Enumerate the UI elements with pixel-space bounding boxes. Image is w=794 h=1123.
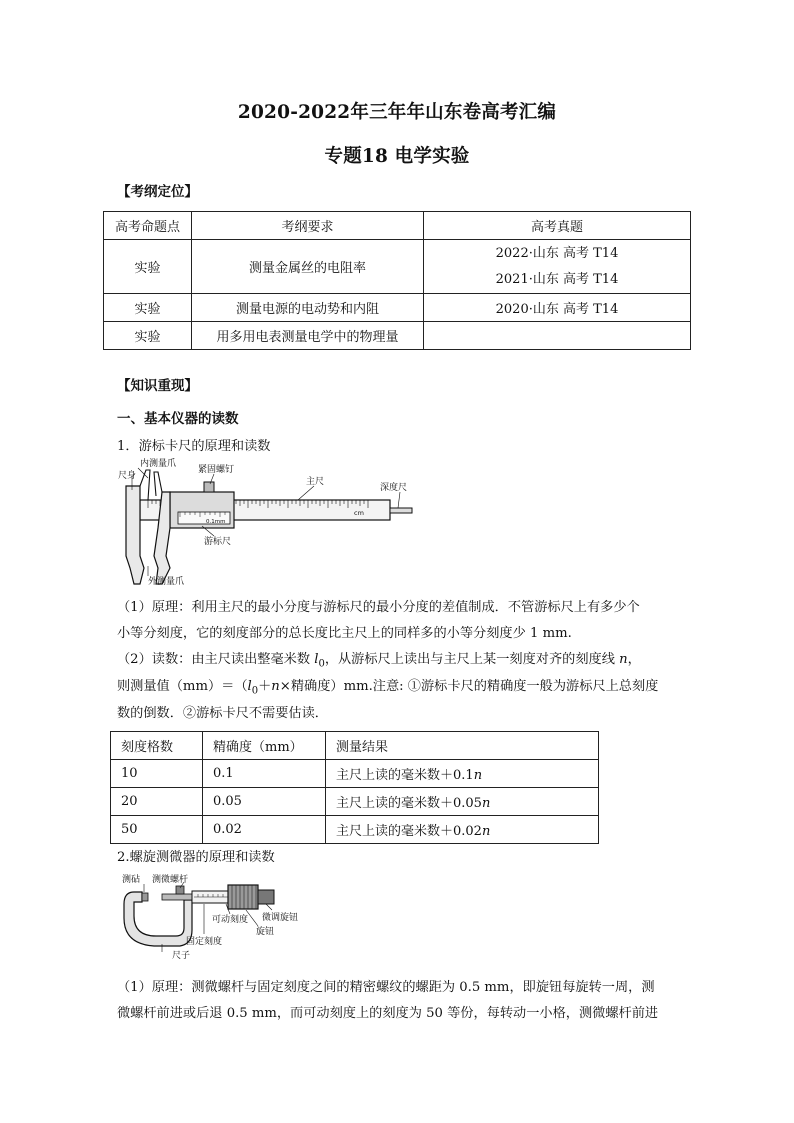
- ratchet: [258, 890, 274, 904]
- graduation-table: [110, 731, 599, 844]
- cell-point: 实验: [104, 294, 192, 322]
- cell-result: [326, 816, 599, 844]
- text-fragment: （2）读数：由主尺读出整毫米数: [117, 652, 315, 667]
- symbol-n: n: [481, 796, 491, 811]
- cell-result: [326, 760, 599, 788]
- frame-label: 尺子: [172, 951, 191, 960]
- cell-count: 20: [111, 788, 203, 816]
- symbol-l: l: [247, 679, 252, 694]
- main-scale-label: 主尺: [306, 477, 325, 487]
- lock-lever: [176, 886, 184, 894]
- caliper-heading: 1．游标卡尺的原理和读数: [117, 439, 271, 454]
- cell-point: 实验: [104, 322, 192, 350]
- outline-table: [103, 211, 691, 350]
- spindle: [162, 894, 192, 900]
- inner-jaw-movable: [154, 472, 162, 496]
- section-basic-instruments: 一、基本仪器的读数: [117, 411, 239, 427]
- screw-label: 紧固螺钉: [198, 465, 235, 475]
- cell-precision: 0.05: [203, 788, 326, 816]
- anvil: [142, 893, 148, 901]
- caliper-principle-line: 小等分刻度，它的刻度部分的总长度比主尺上的同样多的小等分刻度少 1 mm.: [117, 626, 572, 641]
- cell-precision: 0.1: [203, 760, 326, 788]
- header-result: 测量结果: [326, 732, 599, 760]
- cell-point: 实验: [104, 240, 192, 294]
- spindle-label: 测微螺杆: [152, 875, 189, 885]
- graduation-row: [111, 816, 599, 844]
- ratchet-label: 微调旋钮: [262, 913, 299, 923]
- cell-exam: 2020·山东 高考 T14: [424, 294, 691, 322]
- knob-label: 旋钮: [256, 927, 275, 937]
- cell-requirement: 测量电源的电动势和内阻: [192, 294, 424, 322]
- text-fragment: ＋: [258, 679, 272, 694]
- result-text: 主尺上读的毫米数＋0.02: [336, 824, 482, 839]
- symbol-n: n: [619, 652, 628, 667]
- document-subtitle: 专题18 电学实验: [324, 146, 470, 167]
- caliper-principle-line: （1）原理：利用主尺的最小分度与游标尺的最小分度的差值制成．不管游标尺上有多少个: [117, 600, 640, 615]
- outer-jaw-label: 外测量爪: [148, 577, 185, 587]
- micrometer-principle-line: 微螺杆前进或后退 0.5 mm，而可动刻度上的刻度为 50 等份，每转动一小格，测微螺杆前进: [117, 1006, 659, 1021]
- vernier-unit-label: 0.1mm: [206, 519, 226, 525]
- inner-jaw-fixed: [140, 470, 150, 500]
- header-exam: 高考真题: [424, 212, 691, 240]
- cell-precision: 0.02: [203, 816, 326, 844]
- subscript-0: 0: [251, 685, 259, 697]
- symbol-l: l: [314, 652, 319, 667]
- subscript-0: 0: [318, 658, 325, 670]
- sleeve-label: 固定刻度: [186, 937, 223, 947]
- text-fragment: 则测量值（mm）＝（: [117, 679, 248, 694]
- lock-screw: [204, 482, 214, 492]
- cell-requirement: 用多用电表测量电学中的物理量: [192, 322, 424, 350]
- graduation-row: [111, 788, 599, 816]
- symbol-n: n: [271, 679, 280, 694]
- cell-result: [326, 788, 599, 816]
- text-fragment: ，从游标尺上读出与主尺上某一刻度对齐的刻度线: [324, 652, 620, 667]
- outline-row: [104, 322, 691, 350]
- graduation-row: [111, 760, 599, 788]
- thimble: [228, 885, 258, 909]
- body-label: 尺身: [118, 471, 137, 481]
- header-point: 高考命题点: [104, 212, 192, 240]
- header-precision: 精确度（mm）: [203, 732, 326, 760]
- result-text: 主尺上读的毫米数＋0.05: [336, 796, 482, 811]
- depth-label: 深度尺: [380, 483, 408, 493]
- thimble-label: 可动刻度: [212, 915, 249, 925]
- inner-jaw-label: 内测量爪: [140, 459, 177, 469]
- cell-count: 10: [111, 760, 203, 788]
- vernier-label: 游标尺: [204, 537, 232, 547]
- text-fragment: ，: [627, 652, 641, 667]
- exam-line: 2021·山东 高考 T14: [495, 271, 619, 287]
- outline-row: [104, 240, 691, 294]
- cell-exam: [424, 240, 691, 294]
- micrometer-heading: 2.螺旋测微器的原理和读数: [117, 850, 275, 865]
- scale-unit-label: cm: [354, 509, 364, 517]
- anvil-label: 测砧: [122, 875, 141, 885]
- exam-line: 2022·山东 高考 T14: [495, 245, 619, 261]
- section-outline: 【考纲定位】: [117, 184, 198, 200]
- result-text: 主尺上读的毫米数＋0.1: [336, 768, 474, 783]
- micrometer-principle-line: （1）原理：测微螺杆与固定刻度之间的精密螺纹的螺距为 0.5 mm，即旋钮每旋转一周，测: [117, 980, 655, 995]
- depth-rod: [390, 508, 412, 513]
- symbol-n: n: [481, 824, 491, 839]
- outline-table-header: [104, 212, 691, 240]
- caliper-reading-line: [117, 648, 641, 670]
- graduation-header: [111, 732, 599, 760]
- cell-count: 50: [111, 816, 203, 844]
- section-knowledge: 【知识重现】: [117, 378, 198, 394]
- caliper-reading-line: 数的倒数．②游标卡尺不需要估读．: [117, 706, 328, 721]
- vernier-caliper-figure: [118, 456, 418, 588]
- header-requirement: 考纲要求: [192, 212, 424, 240]
- document-title: 2020-2022年三年年山东卷高考汇编: [237, 102, 557, 123]
- caliper-reading-line: [117, 675, 658, 697]
- micrometer-figure: [122, 870, 322, 960]
- symbol-n: n: [473, 768, 483, 783]
- outline-row: [104, 294, 691, 322]
- cell-exam: [424, 322, 691, 350]
- cell-requirement: 测量金属丝的电阻率: [192, 240, 424, 294]
- text-fragment: ×精确度）mm.注意: ①游标卡尺的精确度一般为游标尺上总刻度: [279, 679, 659, 694]
- header-count: 刻度格数: [111, 732, 203, 760]
